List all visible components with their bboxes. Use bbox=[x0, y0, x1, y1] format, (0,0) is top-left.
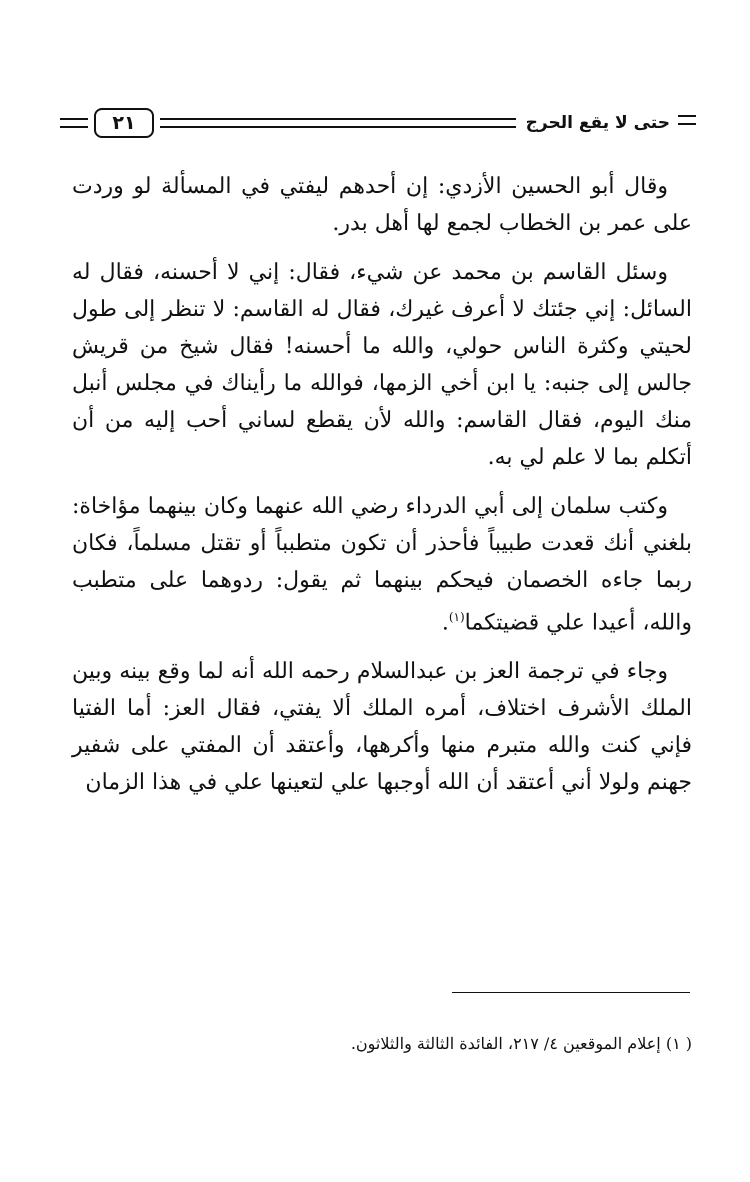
page-number: ٢١ bbox=[94, 108, 154, 138]
paragraph: وسئل القاسم بن محمد عن شيء، فقال: إني لا أحسنه، فقال له السائل: إني جئتك لا أعرف غيرك، فقال له القاسم: لا تنظر إلى طول لحيتي وكثرة الناس حولي، والله ما أحسنه! فقال شيخ من قريش جالس إلى جنبه: يا ابن أخي الزمها، فوالله ما رأيناك في مجلس أنبل منك اليوم، فقال القاسم: والله لأن يقطع لساني أحب إليه من أن أتكلم بما لا علم لي به. bbox=[72, 260, 692, 470]
paragraph: وقال أبو الحسين الأزدي: إن أحدهم ليفتي في المسألة لو وردت على عمر بن الخطاب لجمع لها أهل بدر. bbox=[72, 174, 692, 236]
running-title: حتى لا يقع الحرج bbox=[525, 113, 670, 133]
paragraph-end: . bbox=[441, 610, 449, 636]
footnote-separator bbox=[452, 992, 690, 993]
page-header bbox=[60, 98, 692, 148]
body-text bbox=[72, 168, 692, 813]
header-rule-end bbox=[60, 118, 88, 128]
paragraph bbox=[72, 488, 692, 641]
footnote-reference: (١) bbox=[448, 610, 465, 624]
footnote: ( ١) إعلام الموقعين ٤/ ٢١٧، الفائدة الثالثة والثلاثون. bbox=[350, 1034, 692, 1053]
header-rule bbox=[160, 118, 516, 128]
paragraph: وجاء في ترجمة العز بن عبدالسلام رحمه الله أنه لما وقع بينه وبين الملك الأشرف اختلاف، أمره الملك ألا يفتي، فقال العز: أما الفتيا فإني كنت والله متبرم منها وأكرهها، وأعتقد أن المفتي على شفير جهنم ولولا أني أعتقد أن الله أوجبها علي لتعينها علي في هذا الزمان bbox=[72, 659, 692, 796]
header-ornament bbox=[678, 115, 696, 125]
paragraph-text: وكتب سلمان إلى أبي الدرداء رضي الله عنهما وكان بينهما مؤاخاة: بلغني أنك قعدت طبيباً فأحذر أن تكون متطبباً أو تقتل مسلماً، فكان ربما جاءه الخصمان فيحكم بينهما ثم يقول: ردوهما على متطبب والله، أعيدا علي قضيتكما bbox=[72, 494, 692, 636]
